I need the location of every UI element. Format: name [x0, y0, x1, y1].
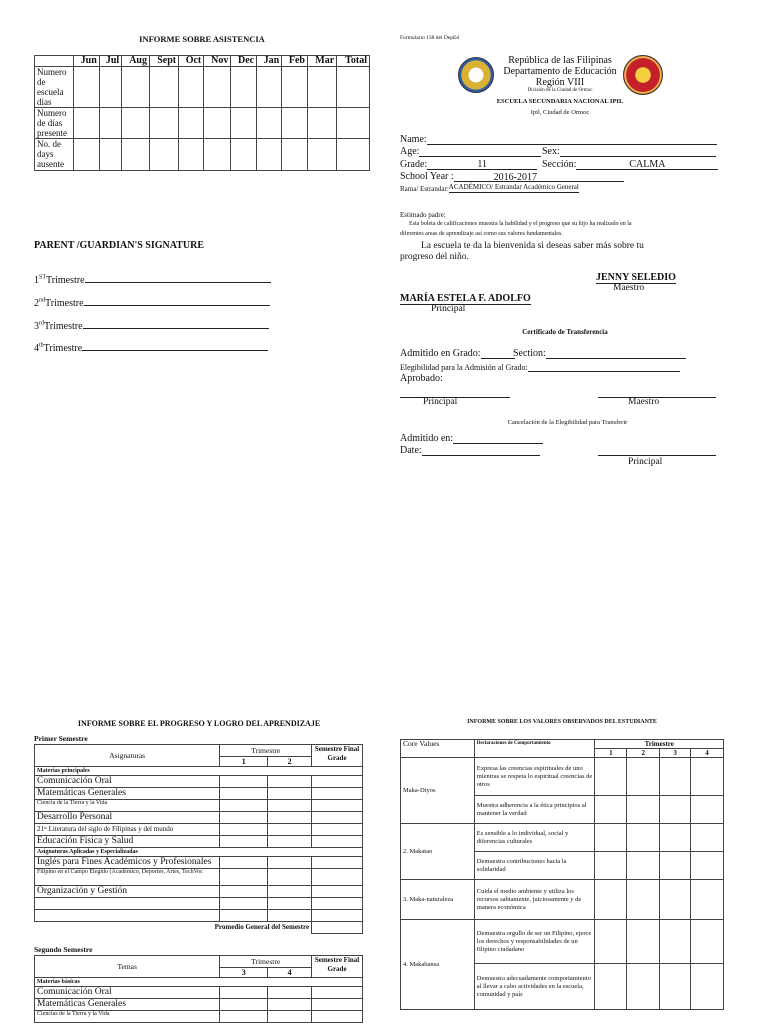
core-value-makatao: 2. Makatao — [401, 824, 475, 880]
first-semester-table: Asignaturas Trimestre Semestre Final Grade 1 2 Materias principales Comunicación Oral Matemáticas Generales Ciencia de la Tierra y la Vida Desarrollo Personal 21ˢᵗ Literatura del siglo de Filipinas y del mundo Educación Física y Salud Asignaturas Aplicadas y Especializadas Inglés para Fines Académicos y Profesionales Filipino en el Campo Elegido (Académico, Deportes, Artes, TechVoc Organización y Gestión Promedio General del Semestre — [34, 744, 363, 934]
month-total: Total — [337, 56, 370, 67]
letter-line-1: Esta boleta de calificaciones muestra la habilidad y el progreso que su hijo ha realizado en la — [409, 221, 632, 227]
division-line: División de la Ciudad de Ormoc — [527, 88, 593, 93]
trimester-4-signature[interactable]: 4thTrimestre — [34, 341, 268, 354]
subjects-header: Asignaturas — [35, 745, 220, 767]
month-dec: Dec — [231, 56, 257, 67]
values-trimester-header: Trimestre — [595, 740, 724, 749]
second-semester-table: Temas Trimestre Semestre Final Grade 3 4 Materias básicas Comunicación Oral Matemáticas Generales Ciencias de la Tierra y la Vida — [34, 955, 363, 1023]
transfer-section-field[interactable]: Section: — [513, 348, 686, 359]
month-oct: Oct — [179, 56, 204, 67]
subject-row: Ciencias de la Tierra y la Vida — [35, 1011, 220, 1023]
track-field[interactable]: Rama/ Estrandar:ACADÉMICO/ Estrandar Académico General — [400, 183, 579, 193]
month-sept: Sept — [149, 56, 178, 67]
teacher-title: Maestro — [613, 283, 645, 293]
admitted-grade-field[interactable]: Admitido en Grado: — [400, 348, 515, 359]
behavior-statement: Es sensible a lo individual, social y diferencias culturales — [474, 824, 595, 852]
att-row-school-days: Numero de escuela dias — [35, 67, 74, 108]
first-semester-label: Primer Semestre — [34, 734, 88, 743]
basic-subjects-header: Materias básicas — [35, 978, 363, 987]
subject-row: Matemáticas Generales — [35, 999, 220, 1011]
behavior-statement: Cuida el medio ambiente y utiliza los recursos sabiamente, juiciosamente y de manera económica — [474, 880, 595, 920]
core-value-maka-naturaleza: 3. Maka-naturaleza — [401, 880, 475, 920]
subject-row: Ciencia de la Tierra y la Vida — [35, 800, 220, 812]
sex-field[interactable]: Sex: — [542, 146, 716, 157]
name-field[interactable]: Name: — [400, 134, 717, 145]
section-field[interactable]: Sección: CALMA — [542, 159, 718, 170]
approval-teacher-label: Maestro — [628, 397, 660, 407]
behavior-statement: Demuestra adecuadamente comportamiento al llevar a cabo actividades en la escuela, comunidad y país — [474, 964, 595, 1010]
department-line: Departamento de Educación — [503, 66, 617, 77]
approved-field: Aprobado: — [400, 373, 443, 384]
general-average-label: Promedio General del Semestre — [35, 922, 312, 934]
month-jun: Jun — [74, 56, 100, 67]
form-number: Formulario 138 del DepEd — [400, 35, 460, 41]
age-field[interactable]: Age: — [400, 146, 541, 157]
final-grade-header: Semestre Final Grade — [312, 745, 363, 767]
month-aug: Aug — [122, 56, 150, 67]
trimester-2-signature[interactable]: 2ndTrimestre — [34, 296, 270, 309]
principal-title: Principal — [431, 304, 466, 314]
teacher-name: JENNY SELEDIO — [596, 272, 676, 283]
trimester-header: Trimestre — [220, 745, 312, 757]
behavior-statement: Demuestra contribuciones hacia la solidaridad — [474, 852, 595, 880]
second-semester-label: Segundo Semestre — [34, 945, 93, 954]
school-address: Ipil, Ciudad de Ormoc — [530, 109, 590, 116]
trimester-header-2: Trimestre — [220, 956, 312, 968]
values-title: INFORME SOBRE LOS VALORES OBSERVADOS DEL ESTUDIANTE — [467, 719, 657, 725]
principal-name: MARÍA ESTELA F. ADOLFO — [400, 293, 531, 304]
subject-row: Matemáticas Generales — [35, 788, 220, 800]
school-name: ESCUELA SECUNDARIA NACIONAL IPIL — [496, 98, 624, 105]
trimester-1-signature[interactable]: 1STTrimestre — [34, 273, 271, 286]
core-subjects-header: Materias principales — [35, 767, 363, 776]
admitted-in-field[interactable]: Admitido en: — [400, 433, 543, 444]
letter-line-3: La escuela te da la bienvenida si deseas saber más sobre tu — [421, 241, 644, 251]
subject-row: Desarrollo Personal — [35, 812, 220, 824]
letter-line-4: progreso del niño. — [400, 252, 469, 262]
region-line: Región VIII — [535, 77, 585, 88]
final-grade-header-2: Semestre Final Grade — [312, 956, 363, 978]
progress-title: INFORME SOBRE EL PROGRESO Y LOGRO DEL APRENDIZAJE — [77, 719, 321, 728]
values-table: Core Values Declaraciones de Comportamiento Trimestre 1 2 3 4 Maka-Diyos Expresa las creencias espirituales de uno mientras se respeta lo espiritual creencias de otros Muestra adherencia a la ética principios al mantener la verdad 2. Makatao Es sensible a lo individual, social y diferencias culturales Demuestra contribuciones hacia la solidaridad 3. Maka-naturaleza Cuida el medio ambiente y utiliza los recursos sabiamente, juiciosamente y de manera económica 4. Makabansa Demuestra orgullo de ser un Filipino, ejerce los derechos y responsabilidades de un filipino ciudadano Demuestra adecuadamente comportamiento al llevar a cabo actividades en la escuela, comunidad y país — [400, 739, 724, 1010]
eligibility-field[interactable]: Elegibilidad para la Admisión al Grado: — [400, 361, 680, 372]
core-value-makabansa: 4. Makabansa — [401, 920, 475, 1010]
parent-signature-title: PARENT /GUARDIAN'S SIGNATURE — [34, 240, 205, 251]
date-field[interactable]: Date: — [400, 445, 540, 456]
subject-row: Comunicación Oral — [35, 987, 220, 999]
core-value-maka-diyos: Maka-Diyos — [401, 758, 475, 824]
month-jul: Jul — [99, 56, 121, 67]
subject-row: Comunicación Oral — [35, 776, 220, 788]
topics-header: Temas — [35, 956, 220, 978]
republic-line: República de las Filipinas — [508, 55, 612, 66]
grade-field[interactable]: Grade: 11 — [400, 159, 537, 170]
cancellation-principal-label: Principal — [628, 457, 663, 467]
month-feb: Feb — [282, 56, 308, 67]
cancellation-title: Cancelación de la Elegibilidad para Transferir — [507, 419, 628, 426]
school-year-field[interactable]: School Year : 2016-2017 — [400, 171, 624, 182]
behavior-statement: Expresa las creencias espirituales de uno mientras se respeta lo espiritual creencias de otros — [474, 758, 595, 796]
behavior-statement: Demuestra orgullo de ser un Filipino, ejerce los derechos y responsabilidades de un filipino ciudadano — [474, 920, 595, 964]
cancellation-principal-line[interactable] — [598, 455, 716, 456]
attendance-title: INFORME SOBRE ASISTENCIA — [139, 34, 265, 44]
subject-row: 21ˢᵗ Literatura del siglo de Filipinas y del mundo — [35, 824, 220, 836]
applied-subjects-header: Asignaturas Aplicadas y Especializadas — [35, 848, 363, 857]
approval-principal-label: Principal — [423, 397, 458, 407]
month-jan: Jan — [257, 56, 282, 67]
subject-row: Educación Física y Salud — [35, 836, 220, 848]
behavior-header: Declaraciones de Comportamiento — [474, 740, 595, 758]
dear-parent: Estimado padre: — [400, 211, 446, 219]
letter-line-2: diferentes areas de aprendizaje así como sus valores fundamentales. — [400, 231, 563, 237]
core-values-header: Core Values — [401, 740, 475, 758]
att-row-days-present: Numero de días presente — [35, 108, 74, 139]
subject-row: Inglés para Fines Académicos y Profesionales — [35, 857, 220, 869]
trimester-3-signature[interactable]: 3rdTrimestre — [34, 319, 269, 332]
behavior-statement: Muestra adherencia a la ética principios al mantener la verdad — [474, 796, 595, 824]
transfer-certificate-title: Certificado de Transferencia — [522, 328, 608, 336]
subject-row: Organización y Gestión — [35, 886, 220, 898]
attendance-table — [34, 55, 370, 171]
month-mar: Mar — [307, 56, 336, 67]
att-row-days-absent: No. de days ausente — [35, 139, 74, 171]
month-nov: Nov — [204, 56, 231, 67]
subject-row: Filipino en el Campo Elegido (Académico, Deportes, Artes, TechVoc — [35, 869, 220, 886]
